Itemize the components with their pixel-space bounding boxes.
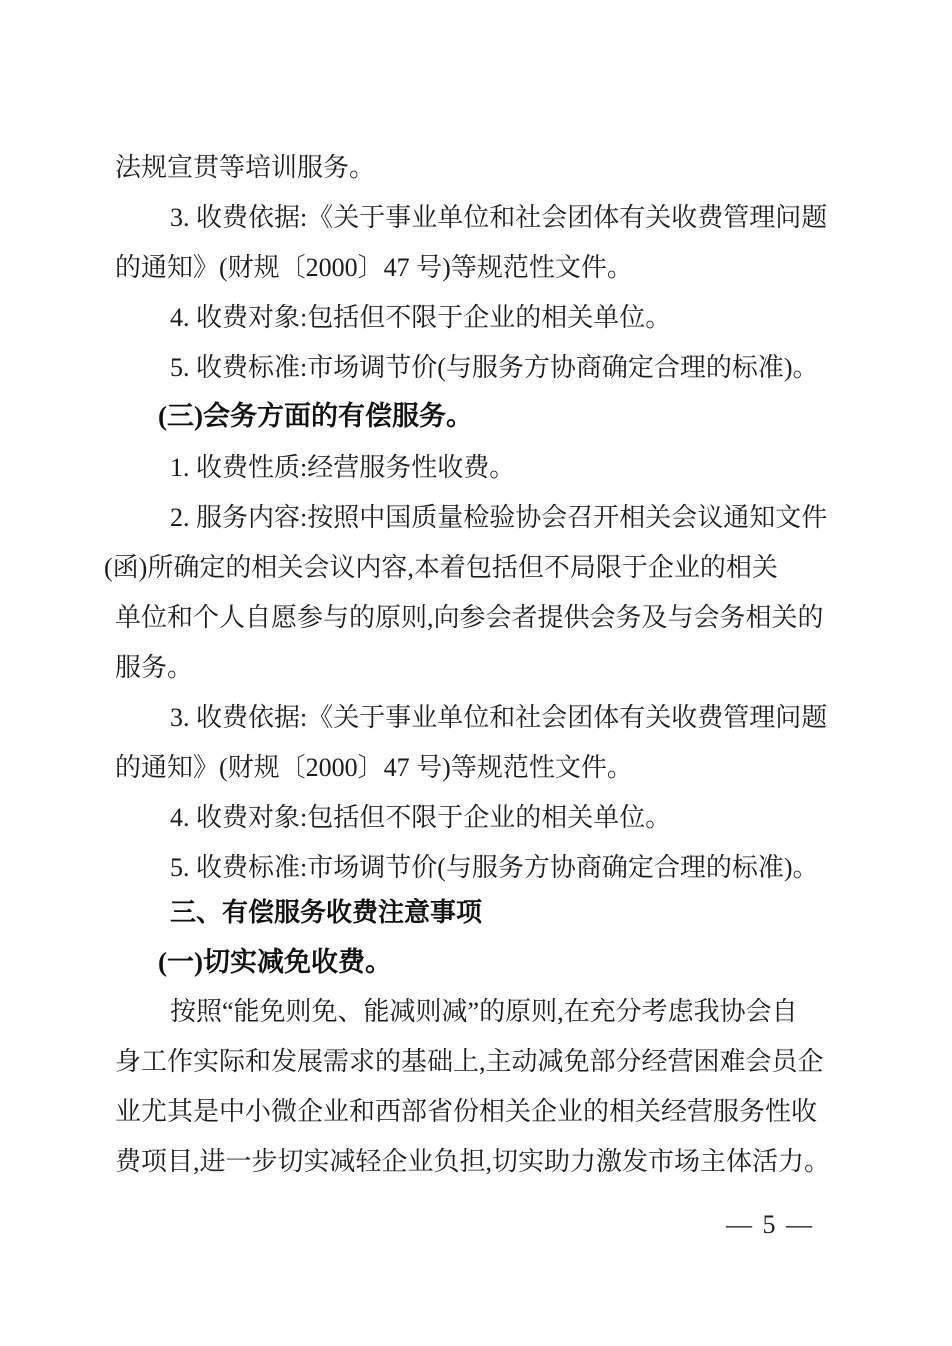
closing-paragraph-line-2: 身工作实际和发展需求的基础上,主动减免部分经营困难会员企 bbox=[115, 1047, 824, 1076]
item-4-fee-target-line: 4. 收费对象:包括但不限于企业的相关单位。 bbox=[170, 303, 672, 332]
item-1-fee-nature-line: 1. 收费性质:经营服务性收费。 bbox=[170, 453, 516, 482]
closing-paragraph-line-3: 业尤其是中小微企业和西部省份相关企业的相关经营服务性收 bbox=[115, 1097, 818, 1126]
item-3-fee-basis-line-2: 的通知》(财规〔2000〕47 号)等规范性文件。 bbox=[115, 253, 633, 282]
item-3-fee-basis-line-1: 3. 收费依据:《关于事业单位和社会团体有关收费管理问题 bbox=[170, 203, 828, 232]
section-heading-paid-service-notes: 三、有偿服务收费注意事项 bbox=[170, 897, 483, 927]
item-2-service-content-line-4: 服务。 bbox=[115, 653, 194, 682]
subsection-heading-reduce-fees: (一)切实减免收费。 bbox=[158, 947, 392, 977]
item-2-service-content-line-2: (函)所确定的相关会议内容,本着包括但不局限于企业的相关 bbox=[104, 553, 778, 582]
item-3-fee-basis-repeat-line-2: 的通知》(财规〔2000〕47 号)等规范性文件。 bbox=[115, 753, 633, 782]
page-number: — 5 — bbox=[726, 1210, 814, 1239]
paragraph-continuation-line: 法规宣贯等培训服务。 bbox=[115, 153, 376, 182]
section-heading-meeting-services: (三)会务方面的有偿服务。 bbox=[158, 401, 473, 431]
item-5-fee-standard-repeat-line: 5. 收费标准:市场调节价(与服务方协商确定合理的标准)。 bbox=[170, 853, 819, 882]
closing-paragraph-line-4: 费项目,进一步切实减轻企业负担,切实助力激发市场主体活力。 bbox=[115, 1147, 831, 1176]
item-3-fee-basis-repeat-line-1: 3. 收费依据:《关于事业单位和社会团体有关收费管理问题 bbox=[170, 703, 828, 732]
item-4-fee-target-repeat-line: 4. 收费对象:包括但不限于企业的相关单位。 bbox=[170, 803, 672, 832]
item-2-service-content-line-3: 单位和个人自愿参与的原则,向参会者提供会务及与会务相关的 bbox=[115, 603, 824, 632]
item-2-service-content-line-1: 2. 服务内容:按照中国质量检验协会召开相关会议通知文件 bbox=[170, 503, 828, 532]
item-5-fee-standard-line: 5. 收费标准:市场调节价(与服务方协商确定合理的标准)。 bbox=[170, 353, 819, 382]
closing-paragraph-line-1: 按照“能免则免、能减则减”的原则,在充分考虑我协会自 bbox=[170, 997, 798, 1026]
